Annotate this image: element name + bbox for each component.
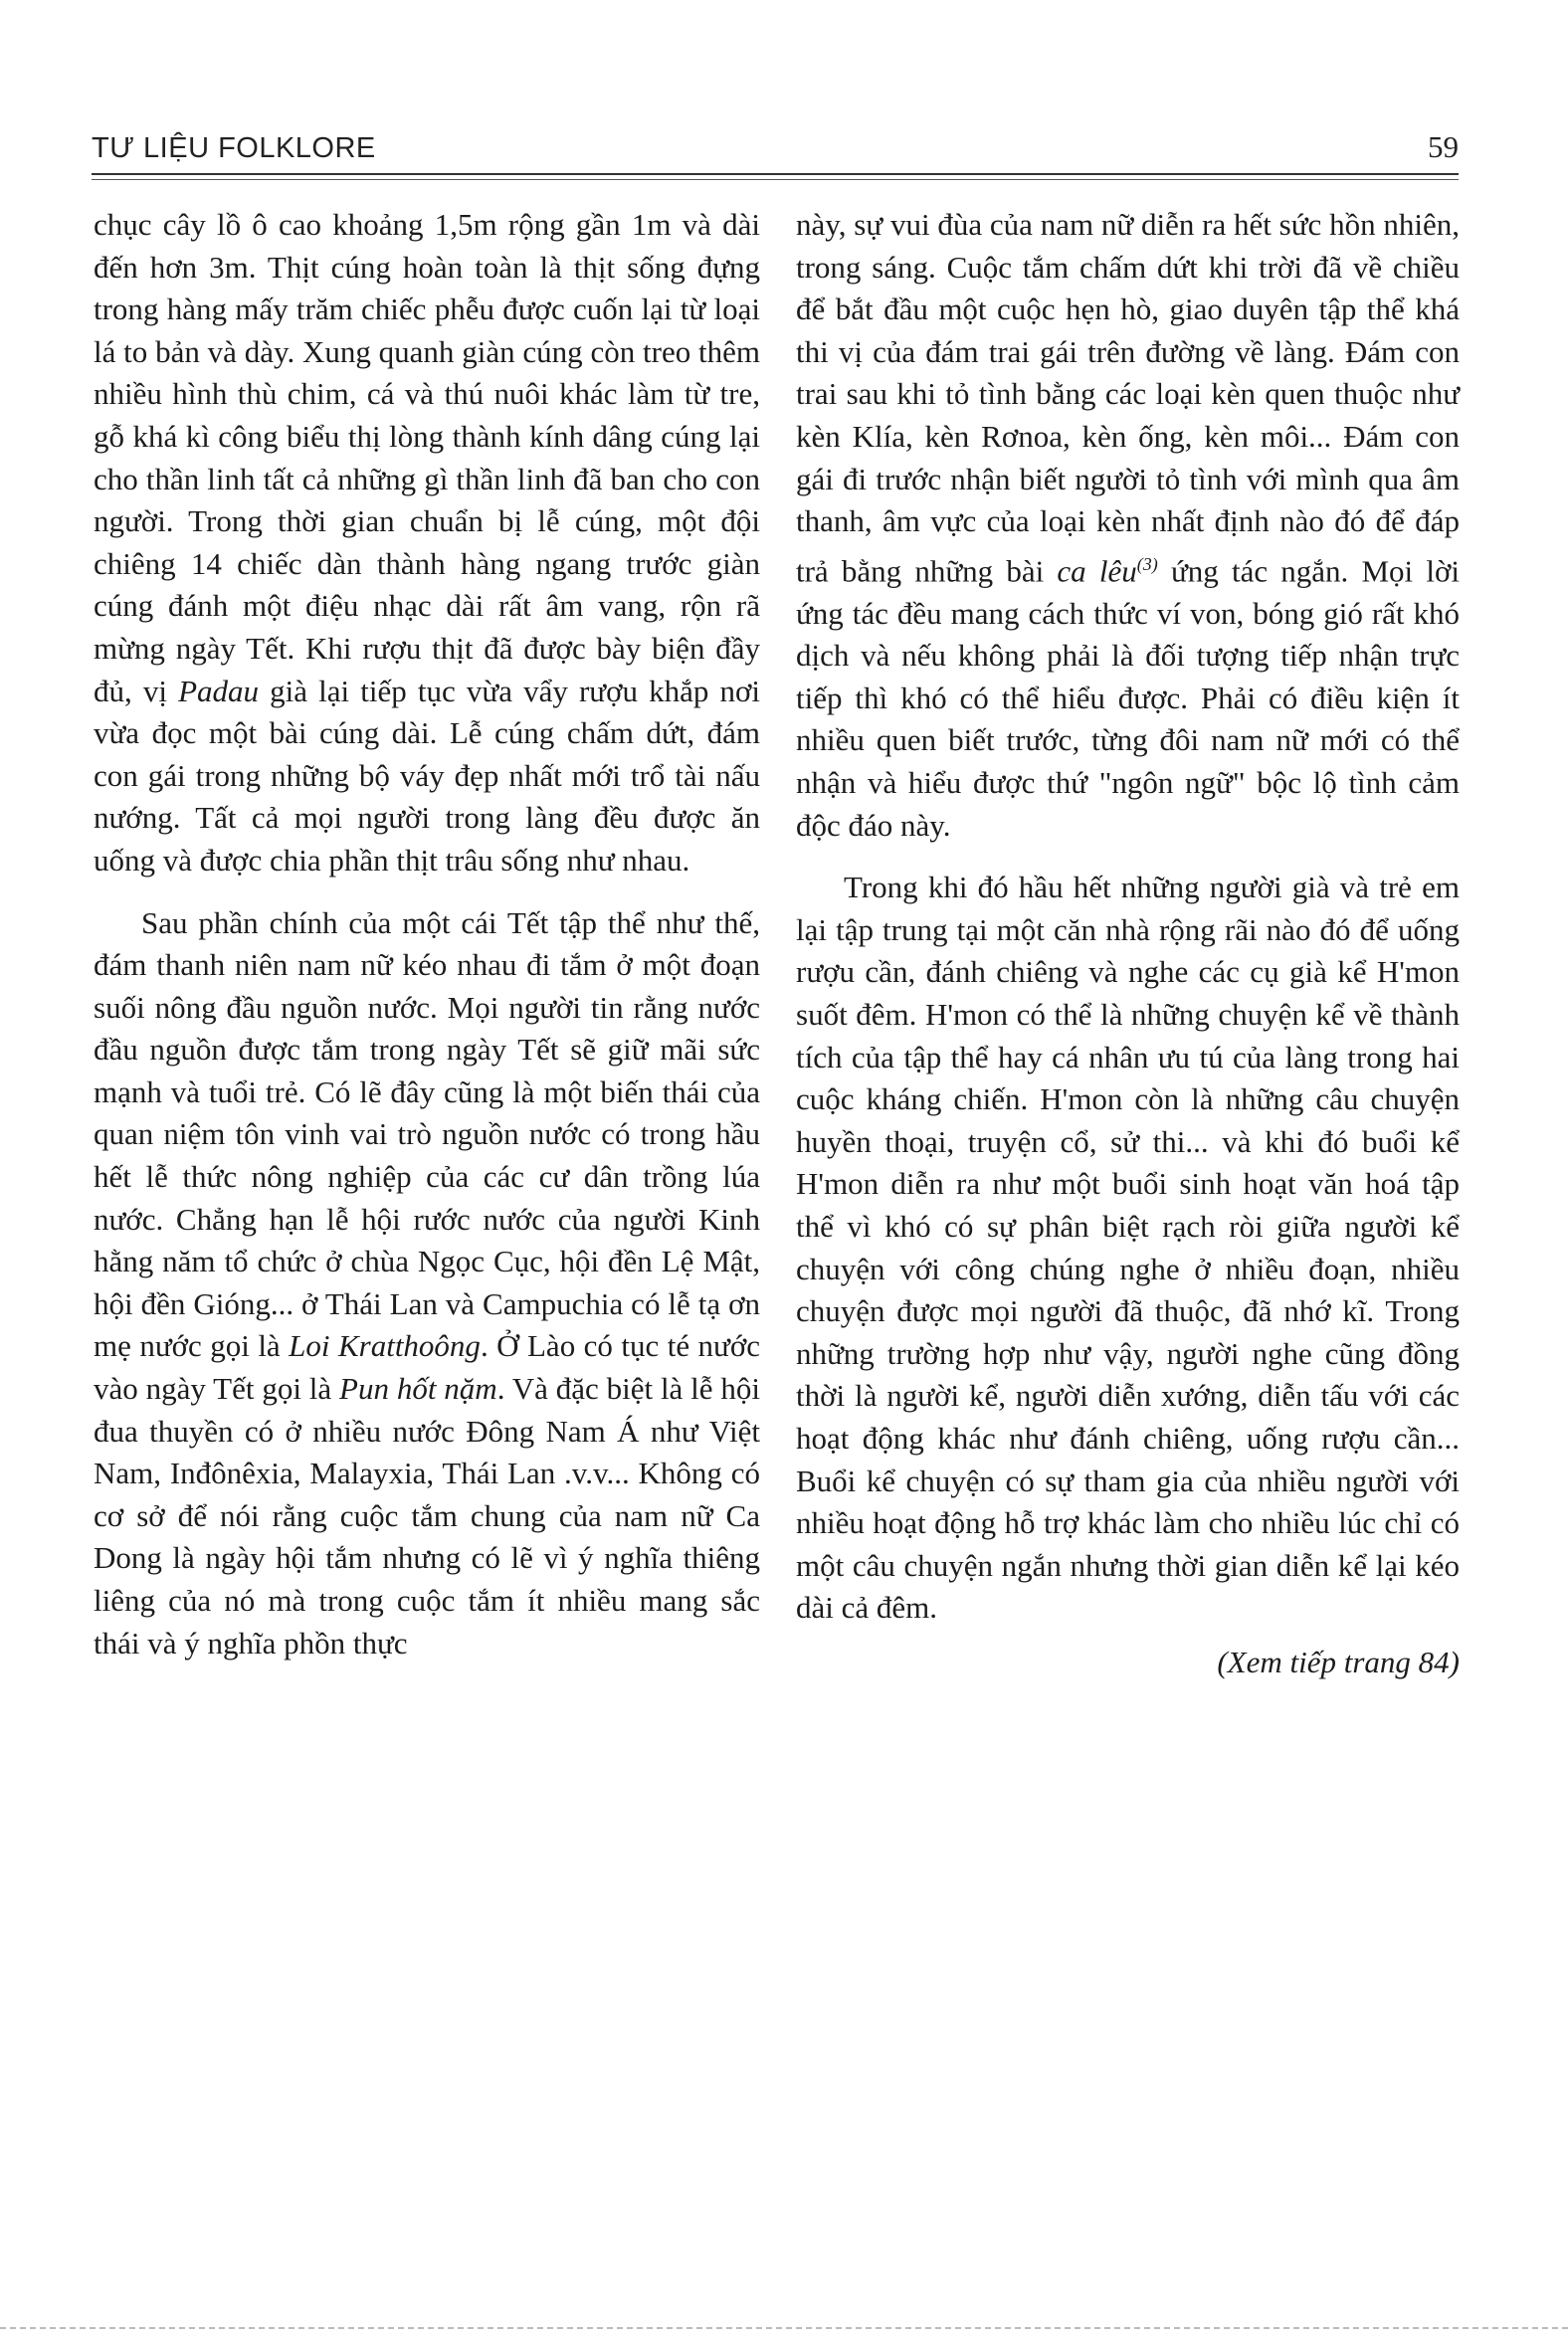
paragraph-text: già lại tiếp tục vừa vẩy rượu khắp nơi vừa đọc một bài cúng dài. Lễ cúng chấm dứt, đám con gái trong những bộ váy đẹp nhất mới trổ tài nấu nướng. Tất cả mọi người trong làng đều được ăn uống và được chia phần thịt trâu sống như nhau.: [94, 673, 760, 878]
italic-term: Pun hốt nặm: [339, 1371, 497, 1407]
header-rule-thin: [92, 179, 1459, 180]
paragraph-text: . Ở Lào có tục té nước vào ngày Tết gọi là: [94, 1328, 760, 1407]
paragraph: [796, 204, 1460, 847]
italic-term: Loi Kratthoông: [289, 1328, 481, 1364]
paragraph-text: ứng tác ngắn. Mọi lời ứng tác đều mang cách thức ví von, bóng gió rất khó dịch và nếu không phải là đối tượng tiếp nhận trực tiếp thì khó có thể hiểu được. Phải có điều kiện ít nhiều quen biết trước, từng đôi nam nữ mới có thể nhận và hiểu được thứ "ngôn ngữ" bộc lộ tình cảm độc đáo này.: [796, 553, 1460, 843]
paragraph-text: này, sự vui đùa của nam nữ diễn ra hết sức hồn nhiên, trong sáng. Cuộc tắm chấm dứt khi trời đã về chiều để bắt đầu một cuộc hẹn hò, giao duyên tập thể khá thi vị của đám trai gái trên đường về làng. Đám con trai sau khi tỏ tình bằng các loại kèn quen thuộc như kèn Klía, kèn Rơnoa, kèn ống, kèn môi... Đám con gái đi trước nhận biết người tỏ tình với mình qua âm thanh, âm vực của loại kèn nhất định nào đó để đáp trả bằng những bài: [796, 207, 1460, 589]
italic-term: ca lêu: [1057, 553, 1137, 589]
paragraph: [94, 902, 760, 1665]
italic-term: Padau: [178, 673, 260, 708]
page-edge: [0, 2327, 1568, 2329]
paragraph-text: chục cây lồ ô cao khoảng 1,5m rộng gần 1m và dài đến hơn 3m. Thịt cúng hoàn toàn là thịt sống đựng trong hàng mấy trăm chiếc phễu được cuốn lại từ loại lá to bản và dày. Xung quanh giàn cúng còn treo thêm nhiều hình thù chim, cá và thú nuôi khác làm từ tre, gỗ khá kì công biểu thị lòng thành kính dâng cúng lại cho thần linh tất cả những gì thần linh đã ban cho con người. Trong thời gian chuẩn bị lễ cúng, một đội chiêng 14 chiếc dàn thành hàng ngang trước giàn cúng đánh một điệu nhạc dài rất âm vang, rộn rã mừng ngày Tết. Khi rượu thịt đã được bày biện đầy đủ, vị: [94, 207, 760, 708]
paragraph: [94, 204, 760, 882]
continued-note: (Xem tiếp trang 84): [1217, 1644, 1460, 1679]
page-number: 59: [1428, 129, 1459, 164]
right-column: [796, 204, 1460, 1684]
paragraph-text: . Và đặc biệt là lễ hội đua thuyền có ở nhiều nước Đông Nam Á như Việt Nam, Inđônêxia, Malayxia, Thái Lan .v.v... Không có cơ sở để nói rằng cuộc tắm chung của nam nữ Ca Dong là ngày hội tắm nhưng có lẽ vì ý nghĩa thiêng liêng của nó mà trong cuộc tắm ít nhiều mang sắc thái và ý nghĩa phồn thực: [94, 1371, 761, 1660]
running-header: [92, 127, 1459, 175]
section-title: TƯ LIỆU FOLKLORE: [92, 132, 376, 164]
header-rule: [92, 173, 1459, 175]
left-column: [94, 204, 760, 1664]
paragraph-text: Sau phần chính của một cái Tết tập thể như thế, đám thanh niên nam nữ kéo nhau đi tắm ở một đoạn suối nông đầu nguồn nước. Mọi người tin rằng nước đầu nguồn được tắm trong ngày Tết sẽ giữ mãi sức mạnh và tuổi trẻ. Có lẽ đây cũng là một biến thái của quan niệm tôn vinh vai trò nguồn nước có trong hầu hết lễ thức nông nghiệp của các cư dân trồng lúa nước. Chẳng hạn lễ hội rước nước của người Kinh hằng năm tổ chức ở chùa Ngọc Cục, hội đền Lệ Mật, hội đền Gióng... ở Thái Lan và Campuchia có lễ tạ ơn mẹ nước gọi là: [94, 904, 760, 1364]
paragraph: Trong khi đó hầu hết những người già và trẻ em lại tập trung tại một căn nhà rộng rãi nào đó để uống rượu cần, đánh chiêng và nghe các cụ già kể H'mon suốt đêm. H'mon có thể là những chuyện kể về thành tích của tập thể hay cá nhân ưu tú của làng trong hai cuộc kháng chiến. H'mon còn là những câu chuyện huyền thoại, truyện cổ, sử thi... và khi đó buổi kể H'mon diễn ra như một buổi sinh hoạt văn hoá tập thể vì khó có sự phân biệt rạch ròi giữa người kể chuyện với công chúng nghe ở nhiều đoạn, nhiều chuyện được mọi người đã thuộc, đã nhớ kĩ. Trong những trường hợp như vậy, người nghe cũng đồng thời là người kể, người diễn xướng, diễn tấu với các hoạt động khác như đánh chiêng, uống rượu cần... Buổi kể chuyện có sự tham gia của nhiều người với nhiều hoạt động hỗ trợ khác làm cho nhiều lúc chỉ có một câu chuyện ngắn nhưng thời gian diễn kể lại kéo dài cả đêm.: [796, 870, 1460, 1626]
footnote-marker: (3): [1136, 553, 1158, 574]
